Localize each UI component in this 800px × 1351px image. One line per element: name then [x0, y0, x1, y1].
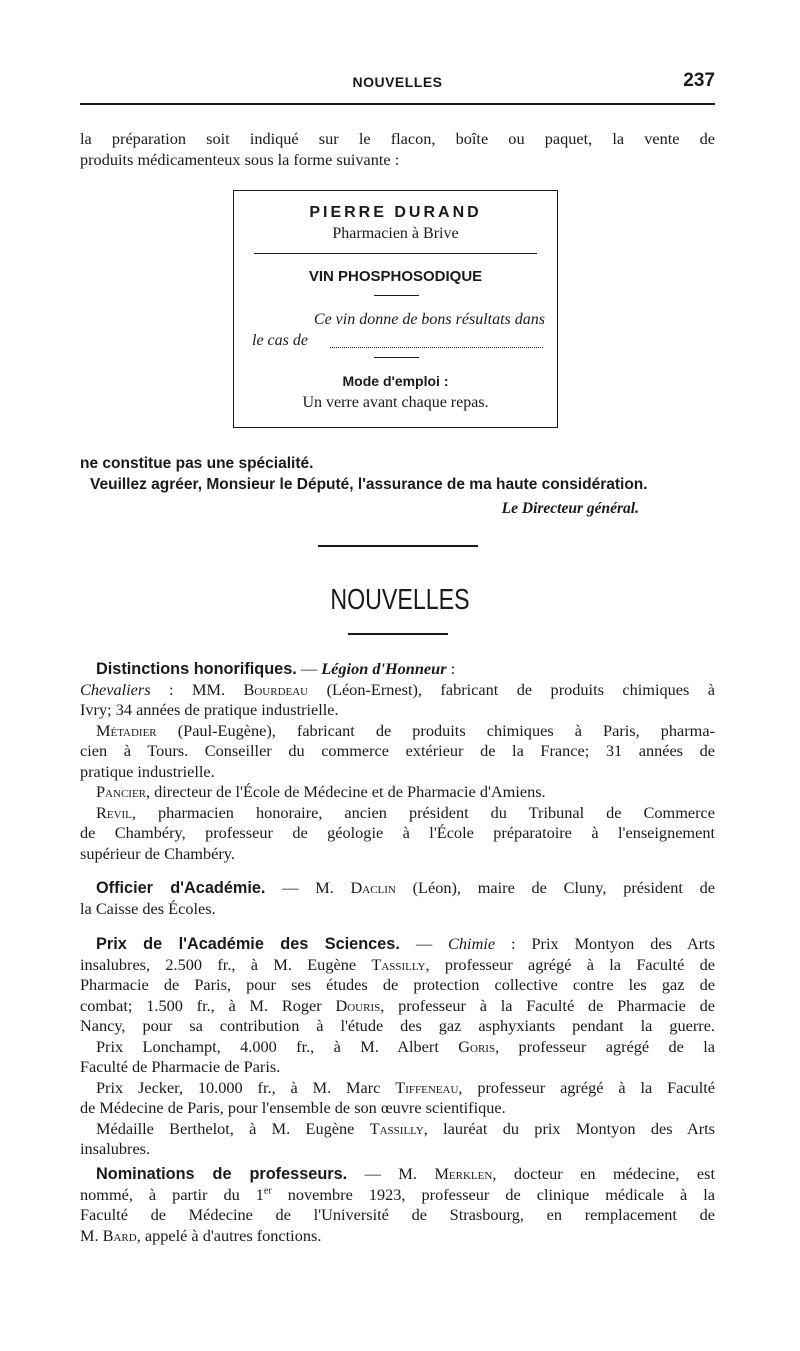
distinctions-heading: Distinctions honorifiques. [96, 660, 297, 678]
text-line: M. Bard, appelé à d'autres fonctions. [80, 1225, 322, 1245]
text-line: pratique industrielle. [80, 761, 215, 781]
officier-heading: Officier d'Académie. [96, 879, 266, 897]
label-divider [374, 357, 419, 358]
usage-text: Un verre avant chaque repas. [302, 394, 489, 411]
text-line: Prix Lonchampt, 4.000 fr., à M. Albert Goris, professeur agrégé de la [96, 1036, 715, 1056]
signature: Le Directeur général. [501, 500, 639, 517]
running-header [80, 72, 715, 96]
person-name: Tassilly [371, 954, 426, 974]
text-line: nommé, à partir du 1er novembre 1923, professeur de clinique médicale à la [80, 1184, 716, 1204]
text-line: ne constitue pas une spécialité. [80, 455, 314, 472]
person-name: Douris [335, 995, 381, 1015]
closing-paragraph [80, 454, 715, 495]
text-line: cien à Tours. Conseiller du commerce extérieur de la France; 31 années de [80, 741, 715, 760]
dash: — [296, 659, 322, 678]
text-line: Médaille Berthelot, à M. Eugène Tassilly, lauréat du prix Montyon des Arts [96, 1118, 715, 1138]
person-name: Tiffeneau [395, 1077, 459, 1097]
person-name: Bard [102, 1225, 137, 1245]
person-name: Pancier [96, 782, 146, 801]
text-line [80, 659, 715, 680]
order-name: Légion d'Honneur [321, 659, 447, 678]
text-line: Prix de l'Académie des Sciences. — Chimie : Prix Montyon des Arts [96, 934, 716, 953]
person-name: Goris [458, 1036, 496, 1056]
pharmacist-name: PIERRE DURAND [309, 204, 482, 221]
text-line: supérieur de Chambéry. [80, 843, 235, 863]
running-title: NOUVELLES [352, 74, 443, 90]
text-line: Nancy, pour sa contribution à l'étude des gaz asphyxiants pendant la guerre. [80, 1016, 715, 1035]
dotted-fill-line [330, 346, 543, 348]
text-line: Prix Jecker, 10.000 fr., à M. Marc Tiffeneau, professeur agrégé à la Faculté [96, 1077, 715, 1097]
label-divider [254, 253, 537, 254]
text-line: de Chambéry, professeur de géologie à l'École préparatoire à l'enseignement [80, 823, 715, 842]
text-line: insalubres, 2.500 fr., à M. Eugène Tassilly, professeur agrégé à la Faculté de [80, 954, 715, 974]
product-name: VIN PHOSPHOSODIQUE [308, 268, 483, 285]
text-line: Faculté de Médecine de l'Université de Strasbourg, en remplacement de [80, 1205, 715, 1224]
person-name: Revil [96, 802, 132, 822]
pharmacist-location: Pharmacien à Brive [332, 225, 459, 242]
section-rule-bottom [348, 633, 448, 635]
text-line: produits médicamenteux sous la forme suivante : [80, 149, 400, 169]
text-line: Pharmacie de Paris, pour ses études de protection collective contre les gaz de [80, 975, 715, 994]
header-rule [80, 103, 715, 105]
page-number: 237 [683, 70, 715, 91]
nominations-heading: Nominations de professeurs. [96, 1165, 348, 1183]
product-description: Ce vin donne de bons résultats dans [313, 311, 545, 328]
text-line: Chevaliers : MM. Bourdeau (Léon-Ernest), fabricant de produits chimiques à [80, 679, 715, 699]
prix-heading: Prix de l'Académie des Sciences. [96, 935, 400, 953]
text-line: Métadier (Paul-Eugène), fabricant de produits chimiques à Paris, pharma- [96, 720, 715, 740]
person-name: Bourdeau [243, 679, 309, 699]
person-name: Tassilly [369, 1118, 424, 1138]
usage-heading: Mode d'emploi : [342, 373, 449, 389]
label-divider [374, 295, 419, 296]
person-name: Daclin [350, 878, 396, 897]
product-description-cont: le cas de [252, 332, 308, 349]
officier-section [80, 878, 715, 919]
section-title: NOUVELLES [330, 584, 470, 616]
nominations-section [80, 1164, 715, 1246]
person-name: Métadier [96, 720, 157, 740]
text-line: Veuillez agréer, Monsieur le Député, l'assurance de ma haute considération. [90, 475, 648, 493]
section-rule-top [318, 545, 478, 547]
text-line: de Médecine de Paris, pour l'ensemble de son œuvre scientifique. [80, 1098, 506, 1117]
product-label-box [233, 190, 558, 428]
prix-section [80, 934, 715, 1160]
intro-paragraph [80, 129, 715, 170]
text-line: la préparation soit indiqué sur le flacon, boîte ou paquet, la vente de [80, 129, 715, 148]
field-name: Chimie [448, 934, 496, 953]
text-line: Revil, pharmacien honoraire, ancien président du Tribunal de Commerce [96, 802, 715, 822]
text-line: Nominations de professeurs. — M. Merklen, docteur en médecine, est [96, 1164, 715, 1183]
text-line: la Caisse des Écoles. [80, 898, 216, 918]
text-line: combat; 1.500 fr., à M. Roger Douris, professeur à la Faculté de Pharmacie de [80, 995, 715, 1015]
colon: : [446, 659, 456, 678]
text-line: Ivry; 34 années de pratique industrielle. [80, 700, 339, 719]
text-line: insalubres. [80, 1139, 151, 1158]
distinctions-section [80, 659, 715, 864]
text-line: Pancier, directeur de l'École de Médecine et de Pharmacie d'Amiens. [96, 782, 546, 801]
rank-label: Chevaliers [80, 679, 151, 699]
text-line: Officier d'Académie. — M. Daclin (Léon), maire de Cluny, président de [96, 878, 715, 897]
person-name: Merklen [434, 1164, 493, 1183]
text-line: Faculté de Pharmacie de Paris. [80, 1057, 281, 1076]
